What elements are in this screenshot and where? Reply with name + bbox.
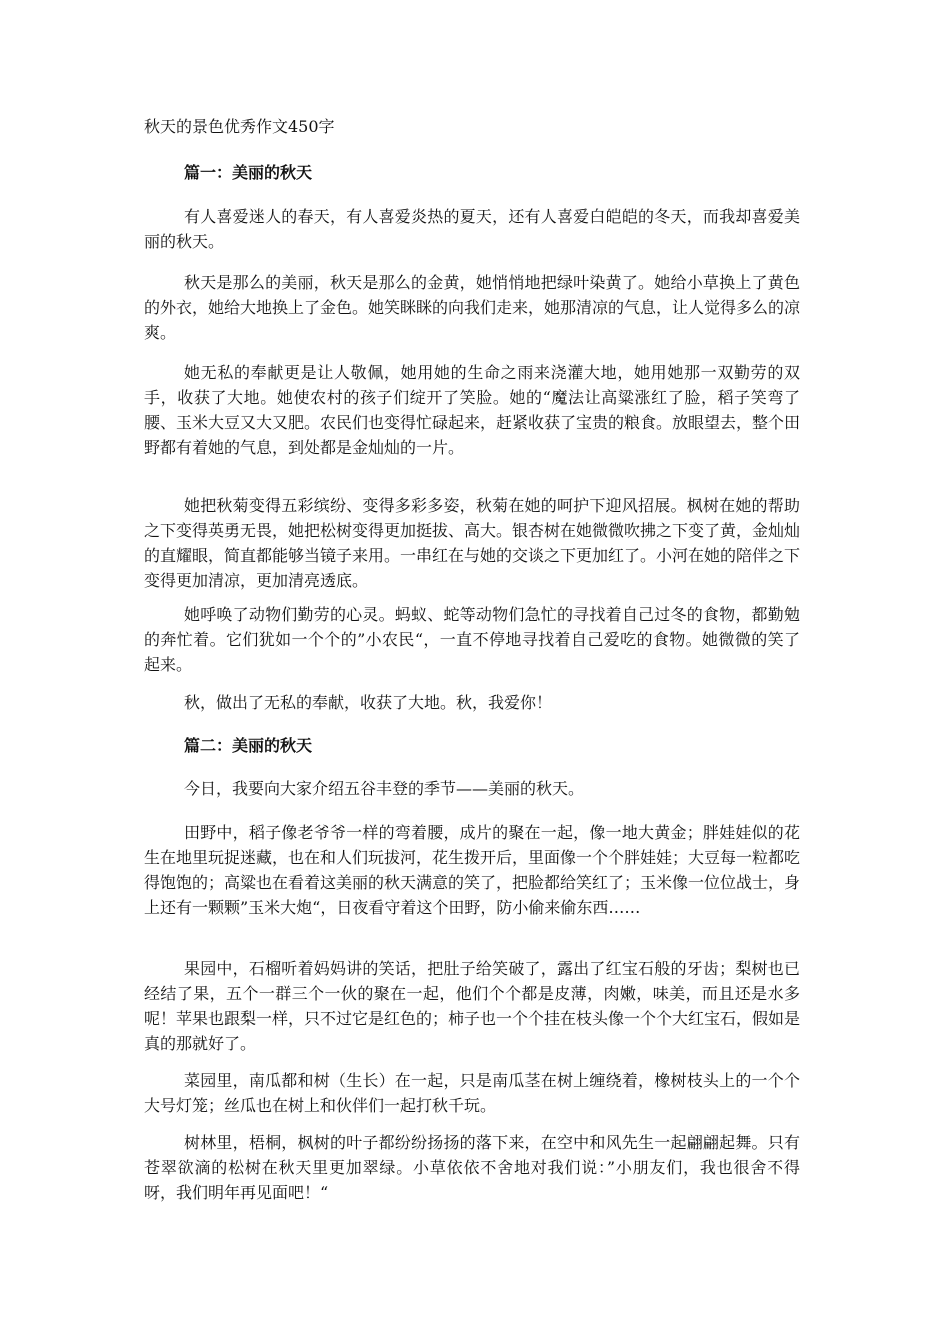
section-heading-2: 篇二：美丽的秋天 [184,736,313,755]
paragraph: 果园中，石榴听着妈妈讲的笑话，把肚子给笑破了，露出了红宝石般的牙齿；梨树也已经结了果，五个一群三个一伙的聚在一起，他们个个都是皮薄，肉嫩，味美，而且还是水多呢！苹果也跟梨一样，只不过它是红色的；柿子也一个个挂在枝头像一个个大红宝石，假如是真的那就好了。 [144,959,801,1053]
paragraph: 今日，我要向大家介绍五谷丰登的季节——美丽的秋天。 [184,779,585,798]
paragraph: 有人喜爱迷人的春天，有人喜爱炎热的夏天，还有人喜爱白皑皑的冬天，而我却喜爱美丽的秋天。 [144,207,800,251]
paragraph: 秋天是那么的美丽，秋天是那么的金黄，她悄悄地把绿叶染黄了。她给小草换上了黄色的外衣，她给大地换上了金色。她笑眯眯的向我们走来，她那清凉的气息，让人觉得多么的凉爽。 [144,273,801,342]
paragraph: 她呼唤了动物们勤劳的心灵。蚂蚁、蛇等动物们急忙的寻找着自己过冬的食物，都勤勉的奔忙着。它们犹如一个个的”小农民“，一直不停地寻找着自己爱吃的食物。她微微的笑了起来。 [144,605,800,674]
document-title: 秋天的景色优秀作文450字 [144,117,335,136]
paragraph: 她把秋菊变得五彩缤纷、变得多彩多姿，秋菊在她的呵护下迎风招展。枫树在她的帮助之下变得英勇无畏，她把松树变得更加挺拔、高大。银杏树在她微微吹拂之下变了黄，金灿灿的直耀眼，简直都能够当镜子来用。一串红在与她的交谈之下更加红了。小河在她的陪伴之下变得更加清凉，更加清亮透底。 [144,496,801,590]
section-heading-1: 篇一：美丽的秋天 [184,163,313,182]
paragraph: 秋，做出了无私的奉献，收获了大地。秋，我爱你！ [184,693,553,712]
paragraph: 她无私的奉献更是让人敬佩，她用她的生命之雨来浇灌大地，她用她那一双勤劳的双手，收获了大地。她使农村的孩子们绽开了笑脸。她的“魔法让高粱涨红了脸，稻子笑弯了腰、玉米大豆又大又肥。农民们也变得忙碌起来，赶紧收获了宝贵的粮食。放眼望去，整个田野都有着她的气息，到处都是金灿灿的一片。 [144,363,801,457]
paragraph: 菜园里，南瓜都和树（生长）在一起，只是南瓜茎在树上缠绕着，橡树枝头上的一个个大号灯笼；丝瓜也在树上和伙伴们一起打秋千玩。 [144,1071,800,1115]
paragraph: 树林里，梧桐，枫树的叶子都纷纷扬扬的落下来，在空中和风先生一起翩翩起舞。只有苍翠欲滴的松树在秋天里更加翠绿。小草依依不舍地对我们说：”小朋友们，我也很舍不得呀，我们明年再见面吧！“ [144,1133,800,1202]
paragraph: 田野中，稻子像老爷爷一样的弯着腰，成片的聚在一起，像一地大黄金；胖娃娃似的花生在地里玩捉迷藏，也在和人们玩拔河，花生拨开后，里面像一个个胖娃娃；大豆每一粒都吃得饱饱的；高粱也在看着这美丽的秋天满意的笑了，把脸都给笑红了；玉米像一位位战士，身上还有一颗颗”玉米大炮“，日夜看守着这个田野，防小偷来偷东西…… [144,823,801,917]
